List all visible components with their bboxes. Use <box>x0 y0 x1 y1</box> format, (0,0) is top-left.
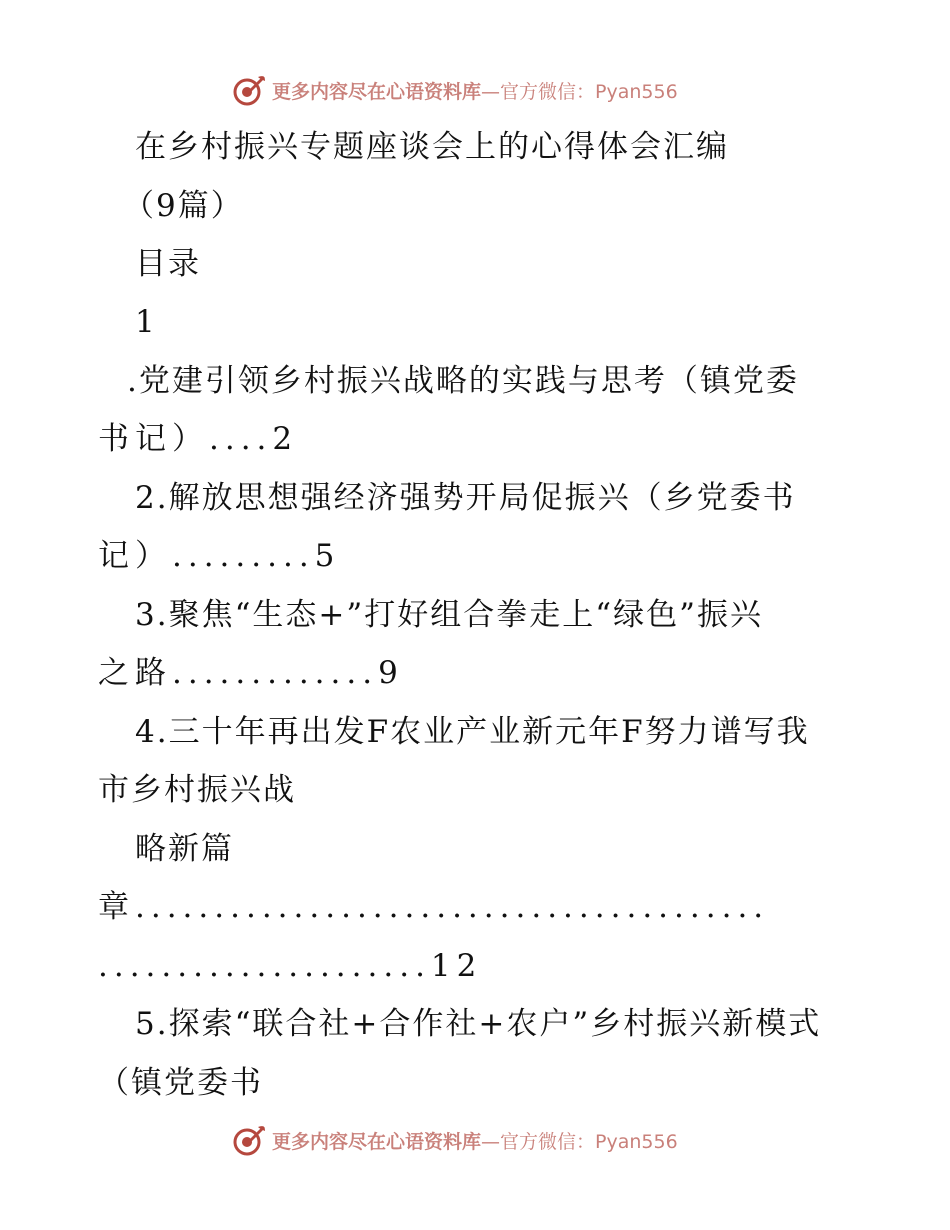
toc-item-2-line-1: 2.解放思想强经济强势开局促振兴（乡党委书 <box>135 480 796 516</box>
quill-logo-icon <box>232 73 266 107</box>
document-title-line-2: （9篇） <box>123 188 244 224</box>
toc-item-4-line-4: 章........................................ <box>98 889 770 925</box>
toc-heading: 目录 <box>135 246 201 282</box>
toc-item-4-line-2: 市乡村振兴战 <box>98 772 296 808</box>
document-title-line-1: 在乡村振兴专题座谈会上的心得体会汇编 <box>135 129 729 165</box>
toc-item-4-line-1: 4.三十年再出发F农业产业新元年F努力谱写我 <box>135 714 810 750</box>
toc-item-4-line-5: .....................12 <box>98 948 483 984</box>
header-watermark <box>232 70 678 110</box>
toc-item-1-number: 1 <box>135 304 157 340</box>
header-wechat-text: —官方微信：Pyan556 <box>481 80 678 103</box>
toc-item-2-line-2: 记）.........5 <box>98 538 341 574</box>
toc-item-1-line-1: .党建引领乡村振兴战略的实践与思考（镇党委 <box>127 363 799 399</box>
footer-watermark <box>232 1120 678 1160</box>
footer-brand-text: 更多内容尽在心语资料库 <box>272 1130 482 1153</box>
toc-item-5-line-2: （镇党委书 <box>98 1065 263 1101</box>
toc-item-1-line-2: 书记）....2 <box>98 421 299 457</box>
toc-item-5-line-1: 5.探索“联合社+合作社+农户”乡村振兴新模式 <box>135 1006 822 1042</box>
footer-wechat-text: —官方微信：Pyan556 <box>481 1130 678 1153</box>
toc-item-3-line-2: 之路.............9 <box>98 655 404 691</box>
toc-item-3-line-1: 3.聚焦“生态+”打好组合拳走上“绿色”振兴 <box>135 597 763 633</box>
quill-logo-icon <box>232 1123 266 1157</box>
header-brand-text: 更多内容尽在心语资料库 <box>272 80 482 103</box>
toc-item-4-line-3: 略新篇 <box>135 831 234 867</box>
